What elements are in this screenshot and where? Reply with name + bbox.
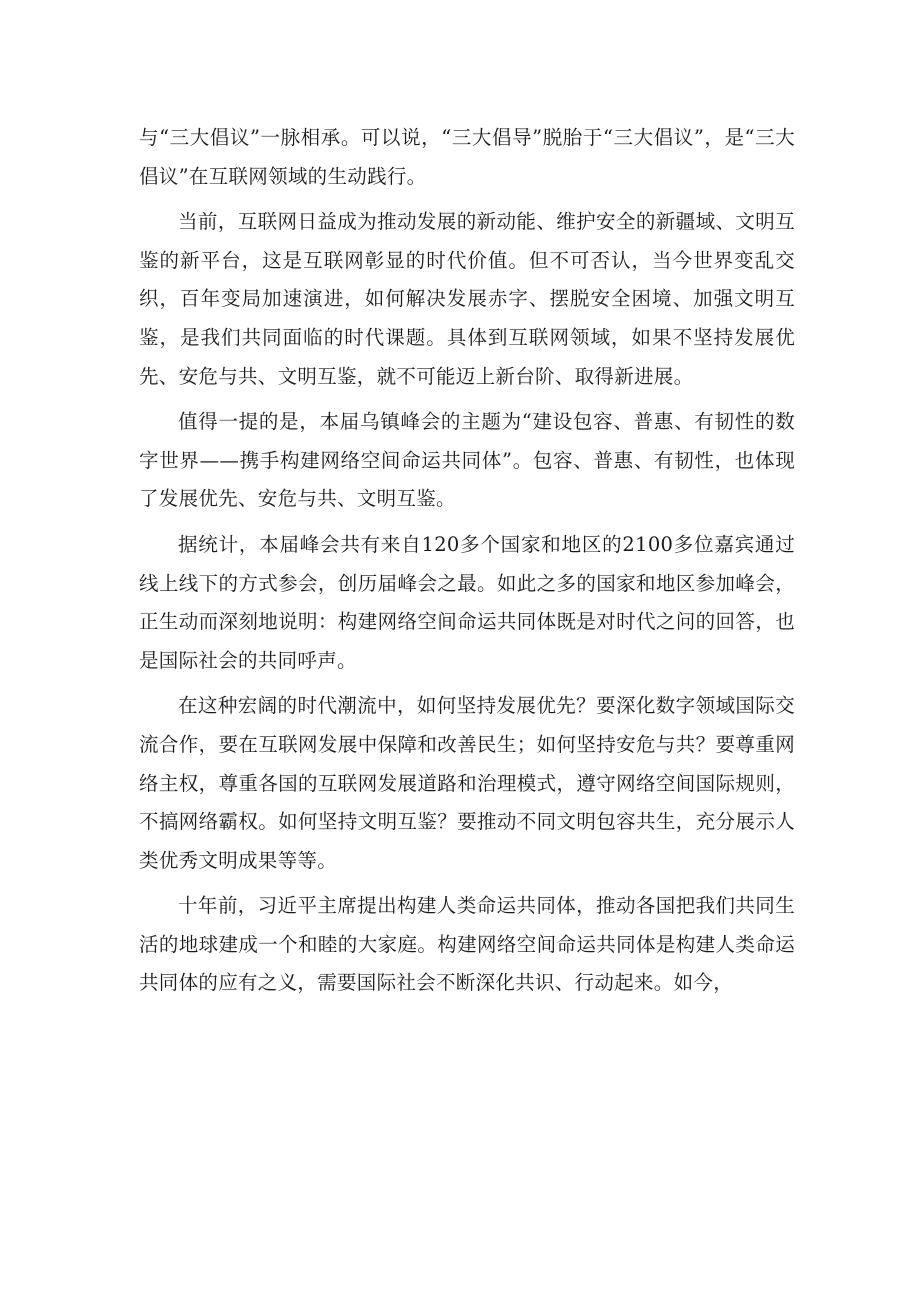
document-body bbox=[139, 119, 795, 1010]
paragraph-ten-years-ago: 十年前，习近平主席提出构建人类命运共同体，推动各国把我们共同生活的地球建成一个和睦的大家庭。构建网络空间命运共同体是构建人类命运共同体的应有之义，需要国际社会不断深化共识、行动起来。如今， bbox=[139, 894, 795, 995]
paragraph-continuation: 与“三大倡议”一脉相承。可以说，“三大倡导”脱胎于“三大倡议”，是“三大倡议”在互联网领域的生动践行。 bbox=[139, 126, 795, 188]
paragraph-statistics: 据统计，本届峰会共有来自120多个国家和地区的2100多位嘉宾通过线上线下的方式参会，创历届峰会之最。如此之多的国家和地区参加峰会，正生动而深刻地说明：构建网络空间命运共同体既是对时代之问的回答，也是国际社会的共同呼声。 bbox=[139, 532, 795, 672]
paragraph-summit-theme: 值得一提的是，本届乌镇峰会的主题为“建设包容、普惠、有韧性的数字世界——携手构建网络空间命运共同体”。包容、普惠、有韧性，也体现了发展优先、安危与共、文明互鉴。 bbox=[139, 410, 795, 511]
paragraph-how-to: 在这种宏阔的时代潮流中，如何坚持发展优先？要深化数字领域国际交流合作，要在互联网发展中保障和改善民生；如何坚持安危与共？要尊重网络主权，尊重各国的互联网发展道路和治理模式，遵守网络空间国际规则，不搞网络霸权。如何坚持文明互鉴？要推动不同文明包容共生，充分展示人类优秀文明成果等等。 bbox=[139, 694, 795, 872]
paragraph-internet-value: 当前，互联网日益成为推动发展的新动能、维护安全的新疆域、文明互鉴的新平台，这是互联网彰显的时代价值。但不可否认，当今世界变乱交织，百年变局加速演进，如何解决发展赤字、摆脱安全困境、加强文明互鉴，是我们共同面临的时代课题。具体到互联网领域，如果不坚持发展优先、安危与共、文明互鉴，就不可能迈上新台阶、取得新进展。 bbox=[139, 210, 795, 388]
